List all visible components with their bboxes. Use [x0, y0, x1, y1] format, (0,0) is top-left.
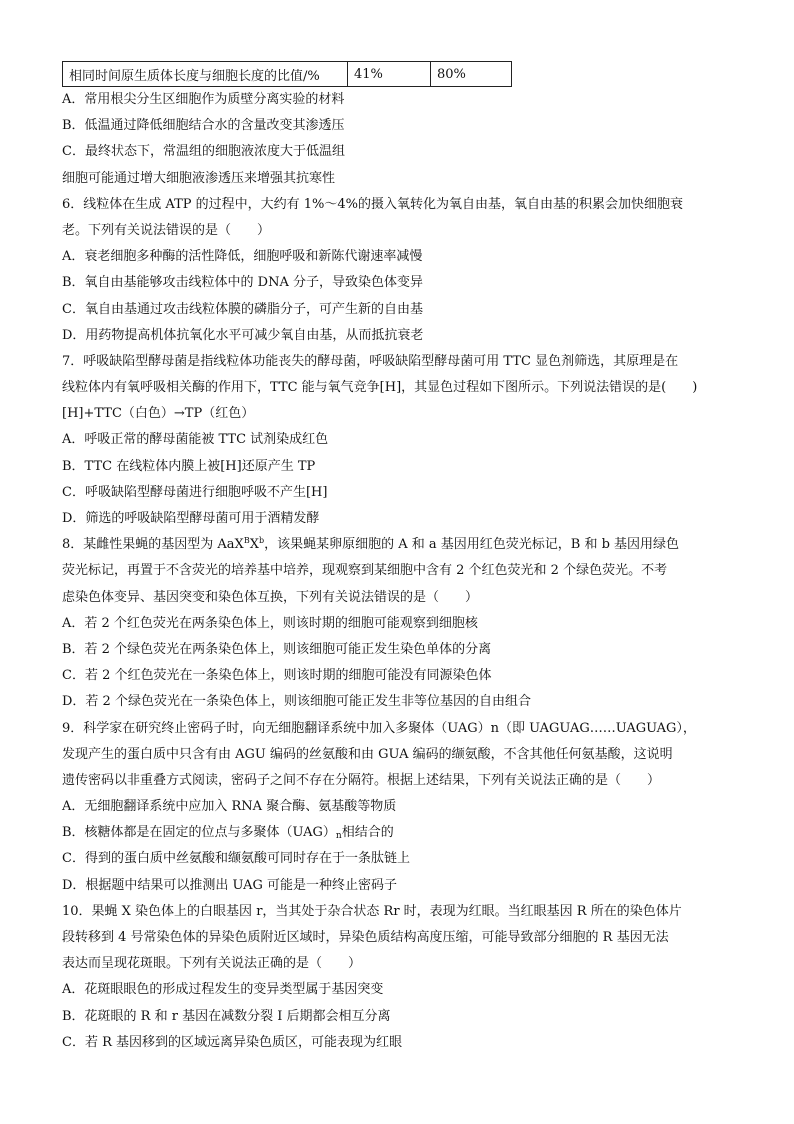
table-cell-value-1: 41% [348, 62, 431, 87]
q5-option-d: 细胞可能通过增大细胞液渗透压来增强其抗寒性 [62, 170, 336, 186]
q6-stem-line-2: 老。下列有关说法错误的是（ ） [62, 222, 271, 238]
q7-option-b: B．TTC 在线粒体内膜上被[H]还原产生 TP [62, 458, 316, 474]
q8-stem-line-1 [62, 532, 752, 558]
q10-stem-line-1: 10．果蝇 X 染色体上的白眼基因 r，当其处于杂合状态 Rr 时，表现为红眼。当红眼基因 R 所在的染色体片 [62, 903, 682, 919]
q9-option-b-subscript: n [335, 831, 342, 842]
q10-stem-line-3: 表达而呈现花斑眼。下列有关说法正确的是（ ） [62, 956, 362, 972]
q8-stem-text: 8．某雌性果蝇的基因型为 AaX [62, 537, 244, 553]
q9-option-b-text: B．核糖体都是在固定的位点与多聚体（UAG） [62, 825, 336, 841]
q9-option-b-text-cont: 相结合的 [341, 825, 394, 841]
q8-stem-line-2: 荧光标记，再置于不含荧光的培养基中培养，现观察到某细胞中含有 2 个红色荧光和 2 个绿色荧光。不考 [62, 563, 668, 579]
q10-stem-line-2: 段转移到 4 号常染色体的异染色质附近区域时，异染色质结构高度压缩，可能导致部分细胞的 R 基因无法 [62, 930, 669, 945]
q6-option-d: D．用药物提高机体抗氧化水平可减少氧自由基，从而抵抗衰老 [62, 327, 424, 343]
q7-option-d: D．筛选的呼吸缺陷型酵母菌可用于酒精发酵 [62, 511, 320, 526]
q9-option-c: C．得到的蛋白质中丝氨酸和缬氨酸可同时存在于一条肽链上 [62, 851, 410, 867]
q6-option-a: A．衰老细胞多种酶的活性降低，细胞呼吸和新陈代谢速率减慢 [62, 249, 423, 265]
q9-option-a: A．无细胞翻译系统中应加入 RNA 聚合酶、氨基酸等物质 [62, 799, 397, 815]
q8-genotype-superscript-b2: b [258, 536, 265, 546]
question-6 [62, 192, 752, 349]
question-7 [62, 349, 752, 532]
q10-option-b: B．花斑眼的 R 和 r 基因在减数分裂 I 后期都会相互分离 [62, 1008, 391, 1024]
q7-stem-line-1: 7．呼吸缺陷型酵母菌是指线粒体功能丧失的酵母菌，呼吸缺陷型酵母菌可用 TTC 显色剂筛选，其原理是在 [62, 353, 679, 369]
q5-option-b: B．低温通过降低细胞结合水的含量改变其渗透压 [62, 118, 345, 134]
question-5-options [62, 87, 752, 192]
q7-reaction-formula: [H]+TTC（白色）→TP（红色） [62, 406, 255, 422]
q5-option-a: A．常用根尖分生区细胞作为质壁分离实验的材料 [62, 92, 345, 107]
q10-option-a: A．花斑眼眼色的形成过程发生的变异类型属于基因突变 [62, 982, 384, 998]
question-9 [62, 716, 752, 899]
q10-option-c: C．若 R 基因移到的区域远离异染色质区，可能表现为红眼 [62, 1034, 402, 1050]
q9-option-b [62, 820, 752, 846]
q7-option-a: A．呼吸正常的酵母菌能被 TTC 试剂染成红色 [62, 432, 329, 448]
q8-stem-line-3: 虑染色体变异、基因突变和染色体互换，下列有关说法错误的是（ ） [62, 589, 479, 605]
question-8 [62, 532, 752, 715]
table-cell-value-2: 80% [431, 62, 512, 87]
q9-stem-line-1: 9．科学家在研究终止密码子时，向无细胞翻译系统中加入多聚体（UAG）n（即 UAGUAG……UAGUAG）， [62, 720, 696, 736]
q5-option-c: C．最终状态下，常温组的细胞液浓度大于低温组 [62, 144, 345, 160]
q6-stem-line-1: 6．线粒体在生成 ATP 的过程中，大约有 1%～4%的摄入氧转化为氧自由基，氧自由基的积累会加快细胞衰 [62, 196, 684, 212]
table-row-label: 相同时间原生质体长度与细胞长度的比值/% [63, 62, 348, 87]
q9-stem-line-3: 遗传密码以非重叠方式阅读，密码子之间不存在分隔符。根据上述结果，下列有关说法正确的是（ ） [62, 772, 661, 788]
q9-stem-line-2: 发现产生的蛋白质中只含有由 AGU 编码的丝氨酸和由 GUA 编码的缬氨酸，不含其他任何氨基酸，这说明 [62, 746, 673, 762]
q8-genotype-x: X [249, 537, 259, 553]
q8-option-b: B．若 2 个绿色荧光在两条染色体上，则该细胞可能正发生染色单体的分离 [62, 641, 492, 657]
q8-option-c: C．若 2 个红色荧光在一条染色体上，则该时期的细胞可能没有同源染色体 [62, 668, 492, 684]
q6-option-c: C．氧自由基通过攻击线粒体膜的磷脂分子，可产生新的自由基 [62, 301, 423, 317]
data-table [62, 61, 512, 87]
table-row [63, 62, 512, 87]
q8-option-d: D．若 2 个绿色荧光在一条染色体上，则该细胞可能正发生非等位基因的自由组合 [62, 694, 531, 710]
q6-option-b: B．氧自由基能够攻击线粒体中的 DNA 分子，导致染色体变异 [62, 275, 424, 291]
q7-option-c: C．呼吸缺陷型酵母菌进行细胞呼吸不产生[H] [62, 484, 328, 500]
q8-option-a: A．若 2 个红色荧光在两条染色体上，则该时期的细胞可能观察到细胞核 [62, 615, 478, 631]
q8-stem-text-cont: ，该果蝇某卵原细胞的 A 和 a 基因用红色荧光标记，B 和 b 基因用绿色 [264, 537, 680, 553]
exam-page [62, 61, 752, 1056]
q9-option-d: D．根据题中结果可以推测出 UAG 可能是一种终止密码子 [62, 877, 398, 893]
q7-stem-line-2: 线粒体内有氧呼吸相关酶的作用下，TTC 能与氧气竞争[H]，其显色过程如下图所示。下列说法错误的是( ) [62, 380, 698, 396]
q8-genotype-superscript-b1: B [243, 536, 250, 546]
question-10 [62, 899, 752, 1056]
